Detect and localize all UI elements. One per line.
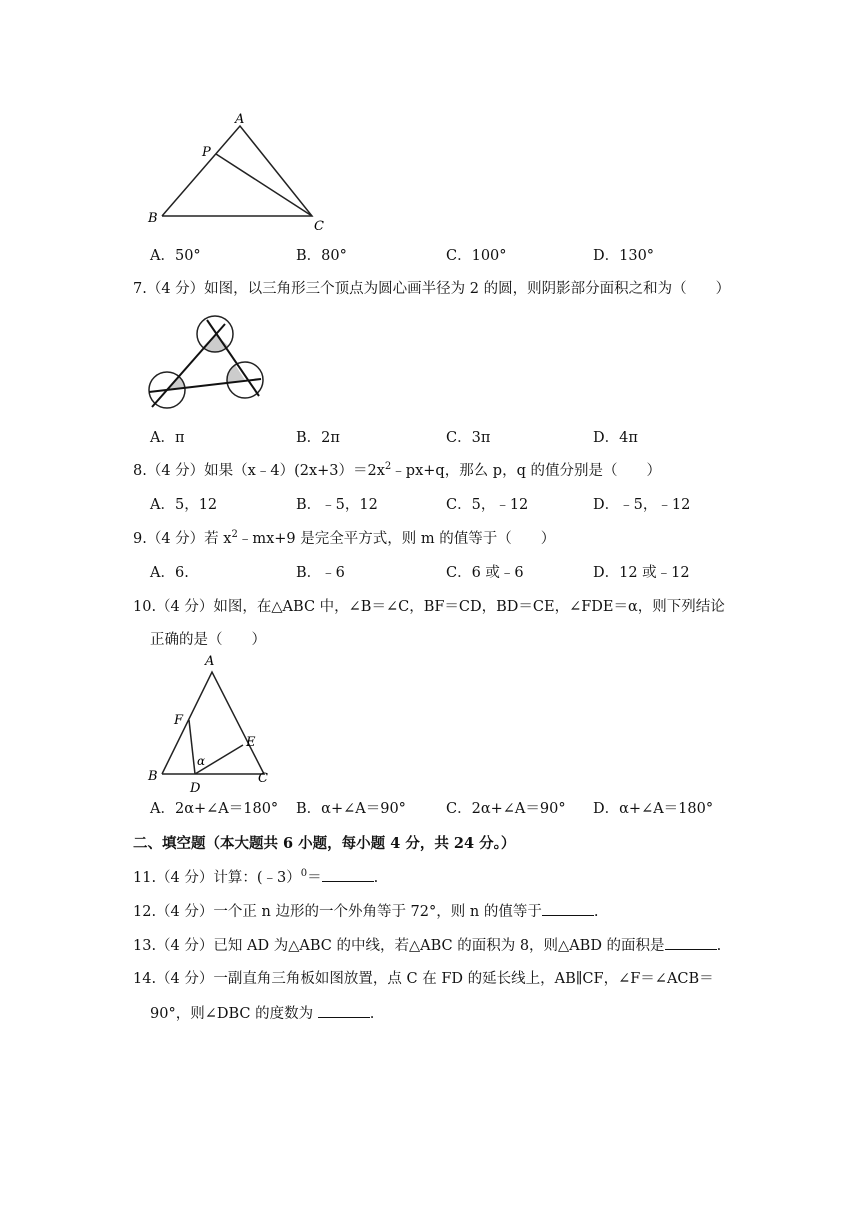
q8-stem-b: ﹣px+q，那么 p，q 的值分别是（ ）	[391, 463, 661, 479]
q9-stem	[133, 529, 555, 549]
q8-option-a[interactable]: A．5，12	[150, 497, 218, 513]
q10-option-a[interactable]: A．2α+∠A＝180°	[150, 801, 279, 817]
q8-option-d[interactable]: D．﹣5，﹣12	[593, 497, 691, 513]
q8-stem-exponent: 2	[384, 461, 392, 473]
q10-option-d[interactable]: D．α+∠A＝180°	[593, 801, 714, 817]
q11-stem-end: .	[373, 870, 379, 886]
q12-answer-blank[interactable]	[542, 901, 594, 916]
triangle-figure-q10	[142, 650, 282, 798]
q11-stem	[133, 867, 378, 888]
q14-answer-blank[interactable]	[318, 1003, 370, 1018]
q10-option-b[interactable]: B．α+∠A＝90°	[296, 801, 406, 817]
q13-stem-end: .	[716, 938, 722, 954]
q8-stem	[133, 461, 661, 481]
q13-stem	[133, 935, 721, 956]
q11-answer-blank[interactable]	[322, 867, 374, 882]
q6-option-a[interactable]: A．50°	[150, 248, 201, 264]
q8-option-c[interactable]: C．5，﹣12	[446, 497, 529, 513]
q9-option-b[interactable]: B．﹣6	[296, 565, 345, 581]
label-c: C	[258, 771, 268, 786]
q7-option-a[interactable]: A．π	[150, 430, 185, 446]
q9-stem-b: ﹣mx+9 是完全平方式，则 m 的值等于（ ）	[237, 531, 556, 547]
label-d: D	[190, 781, 201, 796]
q9-option-c[interactable]: C．6 或﹣6	[446, 565, 524, 581]
q8-option-b[interactable]: B．﹣5，12	[296, 497, 378, 513]
q11-stem-b: ＝	[307, 870, 322, 886]
q9-option-d[interactable]: D．12 或﹣12	[593, 565, 690, 581]
q14-stem-end: .	[369, 1006, 375, 1022]
segment-fd	[189, 720, 195, 774]
q12-stem	[133, 901, 598, 922]
label-e: E	[246, 735, 256, 750]
q9-stem-exponent: 2	[231, 529, 238, 541]
q14-stem-line1: 14.（4 分）一副直角三角板如图放置，点 C 在 FD 的延长线上，AB∥CF，∠F＝∠ACB＝	[133, 971, 714, 987]
q7-option-b[interactable]: B．2π	[296, 430, 340, 446]
q6-option-d[interactable]: D．130°	[593, 248, 655, 264]
q14-stem-line2	[150, 1003, 374, 1024]
label-b: B	[148, 769, 158, 784]
q13-answer-blank[interactable]	[665, 935, 717, 950]
q13-stem-a: 13.（4 分）已知 AD 为△ABC 的中线，若△ABC 的面积为 8，则△ABD 的面积是	[133, 938, 665, 954]
q12-stem-a: 12.（4 分）一个正 n 边形的一个外角等于 72°，则 n 的值等于	[133, 904, 542, 920]
label-a: A	[235, 112, 245, 127]
circles-figure-q7	[145, 312, 270, 412]
q9-stem-a: 9.（4 分）若 x	[133, 531, 232, 547]
triangle-abc-outline	[162, 126, 312, 216]
triangle-side-3	[149, 379, 261, 392]
q10-stem-line2: 正确的是（ ）	[150, 632, 266, 648]
label-a: A	[205, 654, 215, 669]
q11-stem-a: 11.（4 分）计算：(﹣3）	[133, 870, 301, 886]
q7-option-c[interactable]: C．3π	[446, 430, 491, 446]
q8-stem-a: 8.（4 分）如果（x﹣4）(2x+3）＝2x	[133, 463, 385, 479]
label-c: C	[314, 219, 324, 234]
label-alpha: α	[197, 754, 206, 768]
q11-stem-exponent: 0	[300, 868, 308, 880]
label-p: P	[202, 145, 211, 160]
triangle-figure-q6	[140, 108, 340, 236]
triangle-side-1	[152, 324, 225, 407]
q9-option-a[interactable]: A．6.	[150, 565, 189, 581]
q12-stem-end: .	[593, 904, 599, 920]
section-heading-fill-in: 二、填空题（本大题共 6 小题，每小题 4 分，共 24 分。）	[133, 835, 516, 852]
label-f: F	[174, 713, 184, 728]
q7-stem: 7.（4 分）如图，以三角形三个顶点为圆心画半径为 2 的圆，则阴影部分面积之和为（ ）	[133, 281, 731, 297]
q6-option-c[interactable]: C．100°	[446, 248, 507, 264]
label-b: B	[148, 211, 158, 226]
q6-option-b[interactable]: B．80°	[296, 248, 347, 264]
segment-pc	[216, 154, 312, 216]
q7-option-d[interactable]: D．4π	[593, 430, 638, 446]
q10-option-c[interactable]: C．2α+∠A＝90°	[446, 801, 566, 817]
q10-stem-line1: 10.（4 分）如图，在△ABC 中，∠B＝∠C，BF＝CD，BD＝CE，∠FDE＝α，则下列结论	[133, 599, 725, 615]
q14-stem-line2-a: 90°，则∠DBC 的度数为	[150, 1006, 318, 1022]
